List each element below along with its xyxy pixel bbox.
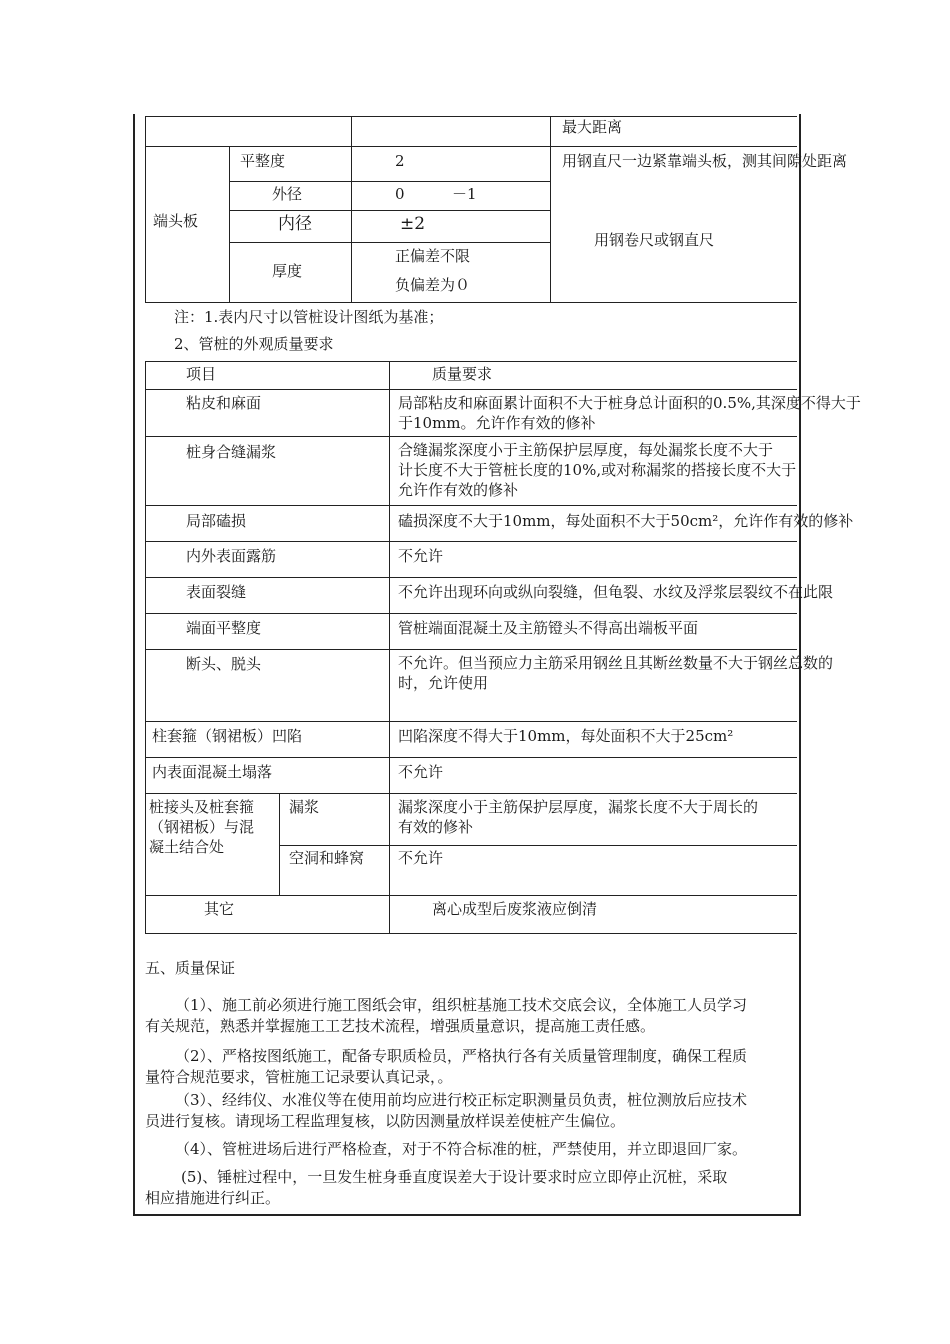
guarantee-paragraph: （3）、经纬仪、水准仪等在使用前均应进行校正标定职测量员负责，桩位测放后应技术 员进行复核。请现场工程监理复核，以防因测量放样误差使桩产生偏位。: [145, 1091, 748, 1130]
merged-method-text: 用钢卷尺或钢直尺: [594, 231, 715, 249]
row-item: 端面平整度: [186, 619, 262, 637]
row-item: 柱套箍（钢裙板）凹陷: [152, 727, 303, 745]
guarantee-paragraph: （4）、管桩进场后进行严格检查，对于不符合标准的桩，严禁使用，并立即退回厂家。: [175, 1140, 748, 1158]
joint-subrow-requirement: 漏浆深度小于主筋保护层厚度，漏浆长度不大于周长的 有效的修补: [398, 798, 759, 836]
table-note: 注：1.表内尺寸以管桩设计图纸为基准；: [174, 308, 444, 326]
row-requirement: 不允许: [398, 763, 444, 781]
joint-subrow-item: 漏浆: [289, 798, 320, 816]
header-item: 项目: [186, 365, 217, 383]
row-requirement: 局部粘皮和麻面累计面积不大于桩身总计面积的0.5%,其深度不得大于 于10mm。允许作有效的修补: [398, 394, 861, 432]
row-item: 桩身合缝漏浆: [186, 443, 277, 461]
flatness-method: 用钢直尺一边紧靠端头板，测其间隙处距离: [562, 152, 848, 170]
section2-title: 2、管桩的外观质量要求: [174, 335, 334, 353]
other-item: 其它: [204, 900, 235, 918]
row-requirement: 合缝漏浆深度小于主筋保护层厚度，每处漏浆长度不大于 计长度不大于管桩长度的10%,或对称漏浆的搭接长度不大于 允许作有效的修补: [398, 441, 797, 499]
end-plate-label: 端头板: [153, 212, 199, 230]
row-requirement: 管桩端面混凝土及主筋镫头不得高出端板平面: [398, 619, 699, 637]
inner-diameter-tolerance: ±2: [400, 214, 426, 234]
outer-diameter-label: 外径: [272, 185, 303, 203]
section5-title: 五、质量保证: [145, 959, 236, 977]
row-requirement: 不允许。但当预应力主筋采用钢丝且其断丝数量不大于钢丝总数的 时，允许使用: [398, 654, 834, 692]
header-requirement: 质量要求: [432, 365, 493, 383]
guarantee-paragraph: （1）、施工前必须进行施工图纸会审，组织桩基施工技术交底会议，全体施工人员学习 有关规范，熟悉并掌握施工工艺技术流程，增强质量意识，提高施工责任感。: [145, 996, 748, 1035]
row-item: 内表面混凝土塌落: [152, 763, 273, 781]
outer-diameter-tol-a: 0: [395, 185, 405, 203]
joint-subrow-item: 空洞和蜂窝: [289, 849, 365, 867]
row-item: 断头、脱头: [186, 655, 262, 673]
row-requirement: 不允许出现环向或纵向裂缝，但龟裂、水纹及浮浆层裂纹不在此限: [398, 583, 834, 601]
joint-subrow-requirement: 不允许: [398, 849, 444, 867]
outer-diameter-tol-b: －1: [452, 185, 477, 203]
row-item: 局部磕损: [186, 512, 247, 530]
guarantee-paragraph: (5)、锤桩过程中，一旦发生桩身垂直度误差大于设计要求时应立即停止沉桩，采取 相应措施进行纠正。: [145, 1168, 728, 1207]
inner-diameter-label: 内径: [278, 214, 312, 234]
max-distance-text: 最大距离: [562, 118, 623, 136]
joint-group-label: 桩接头及桩套箍 （钢裙板）与混 凝土结合处: [149, 798, 255, 856]
thickness-tol-line2: 负偏差为０: [395, 276, 471, 294]
row-item: 粘皮和麻面: [186, 394, 262, 412]
row-item: 表面裂缝: [186, 583, 247, 601]
row-requirement: 凹陷深度不得大于10mm，每处面积不大于25cm²: [398, 727, 734, 745]
row-requirement: 不允许: [398, 547, 444, 565]
thickness-tol-line1: 正偏差不限: [395, 247, 471, 265]
row-item: 内外表面露筋: [186, 547, 277, 565]
thickness-label: 厚度: [272, 262, 303, 280]
flatness-tolerance: 2: [395, 152, 405, 170]
guarantee-paragraph: （2）、严格按图纸施工，配备专职质检员，严格执行各有关质量管理制度，确保工程质 量符合规范要求，管桩施工记录要认真记录，。: [145, 1047, 748, 1086]
flatness-label: 平整度: [240, 152, 286, 170]
other-requirement: 离心成型后废浆液应倒清: [432, 900, 598, 918]
row-requirement: 磕损深度不大于10mm，每处面积不大于50cm²，允许作有效的修补: [398, 512, 854, 530]
